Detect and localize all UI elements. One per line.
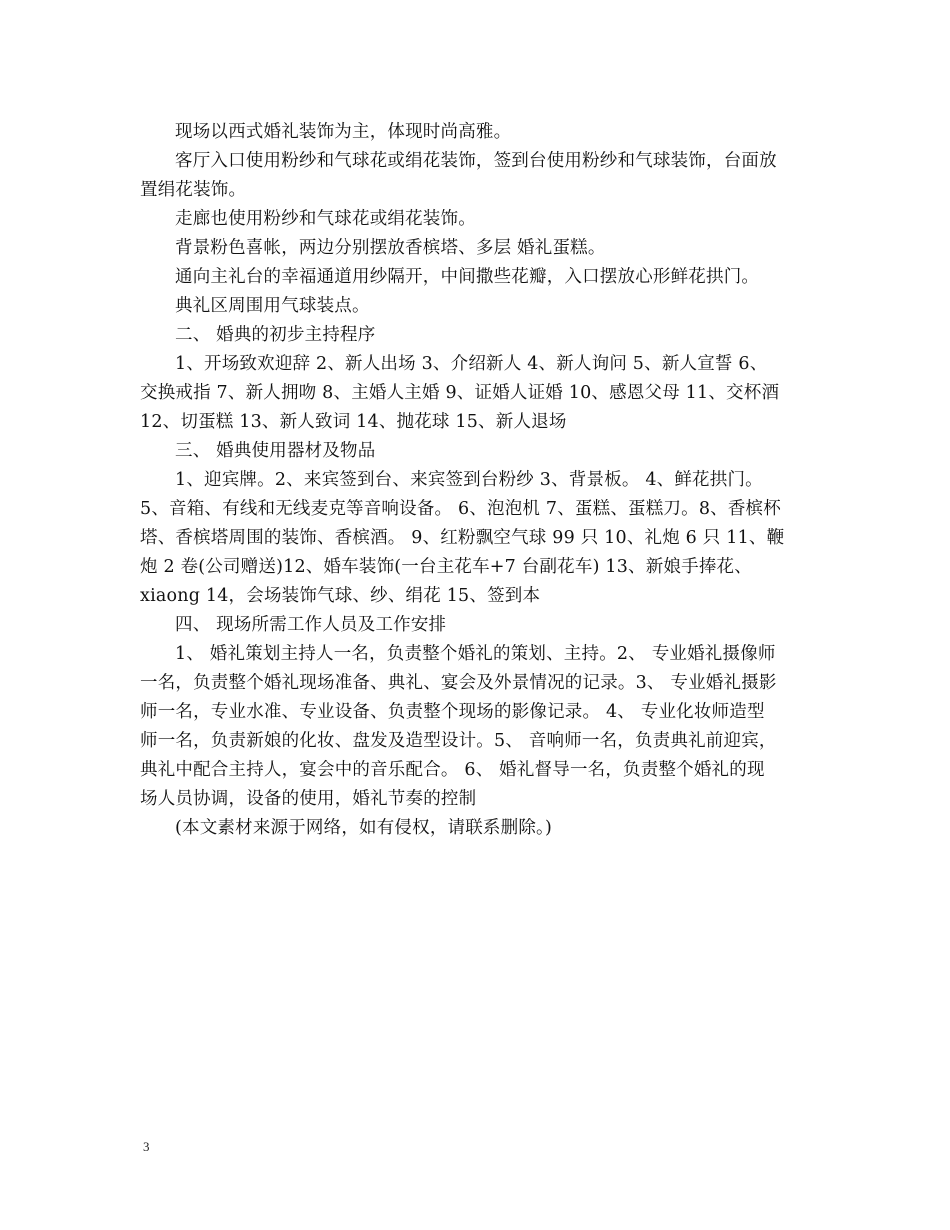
paragraph-line: 典礼区周围用气球装点。 (175, 296, 370, 316)
section-heading: 四、 现场所需工作人员及工作安排 (175, 615, 447, 635)
document-body (140, 118, 830, 843)
paragraph-line: 1、 婚礼策划主持人一名，负责整个婚礼的策划、主持。2、 专业婚礼摄像师 (175, 644, 776, 664)
section-heading: 三、 婚典使用器材及物品 (175, 441, 376, 461)
paragraph-line: 12、切蛋糕 13、新人致词 14、抛花球 15、新人退场 (140, 412, 567, 432)
paragraph-line: 场人员协调，设备的使用，婚礼节奏的控制 (140, 789, 477, 809)
paragraph-line: 通向主礼台的幸福通道用纱隔开，中间撒些花瓣，入口摆放心形鲜花拱门。 (175, 267, 760, 287)
paragraph-line: 炮 2 卷(公司赠送)12、婚车装饰(一台主花车+7 台副花车) 13、新娘手捧花、 (140, 557, 752, 577)
paragraph-line: 师一名，专业水准、专业设备、负责整个现场的影像记录。 4、 专业化妆师造型 (140, 702, 765, 722)
source-note: (本文素材来源于网络，如有侵权，请联系删除。) (175, 818, 553, 838)
paragraph-line: 客厅入口使用粉纱和气球花或绢花装饰，签到台使用粉纱和气球装饰，台面放 (175, 151, 777, 171)
paragraph-line: 走廊也使用粉纱和气球花或绢花装饰。 (175, 209, 476, 229)
section-heading: 二、 婚典的初步主持程序 (175, 325, 376, 345)
paragraph-line: 典礼中配合主持人，宴会中的音乐配合。 6、 婚礼督导一名，负责整个婚礼的现 (140, 760, 765, 780)
paragraph-line: 塔、香槟塔周围的装饰、香槟酒。 9、红粉飘空气球 99 只 10、礼炮 6 只 11、鞭 (140, 528, 785, 548)
paragraph-line: 5、音箱、有线和无线麦克等音响设备。 6、泡泡机 7、蛋糕、蛋糕刀。8、香槟杯 (140, 499, 781, 519)
paragraph-line: 现场以西式婚礼装饰为主，体现时尚高雅。 (175, 122, 512, 142)
page-number: 3 (143, 1139, 150, 1154)
paragraph-line: 一名，负责整个婚礼现场准备、典礼、宴会及外景情况的记录。3、 专业婚礼摄影 (140, 673, 777, 693)
paragraph-line: 背景粉色喜帐，两边分别摆放香槟塔、多层 婚礼蛋糕。 (175, 238, 606, 258)
paragraph-line: 置绢花装饰。 (140, 180, 247, 200)
paragraph-line: xiaong 14，会场装饰气球、纱、绢花 15、签到本 (140, 586, 541, 606)
paragraph-line: 师一名，负责新娘的化妆、盘发及造型设计。5、 音响师一名，负责典礼前迎宾， (140, 731, 777, 751)
paragraph-line: 1、迎宾牌。2、来宾签到台、来宾签到台粉纱 3、背景板。 4、鲜花拱门。 (175, 470, 763, 490)
paragraph-line: 交换戒指 7、新人拥吻 8、主婚人主婚 9、证婚人证婚 10、感恩父母 11、交杯酒 (140, 383, 780, 403)
paragraph-line: 1、开场致欢迎辞 2、新人出场 3、介绍新人 4、新人询问 5、新人宣誓 6、 (175, 354, 768, 374)
